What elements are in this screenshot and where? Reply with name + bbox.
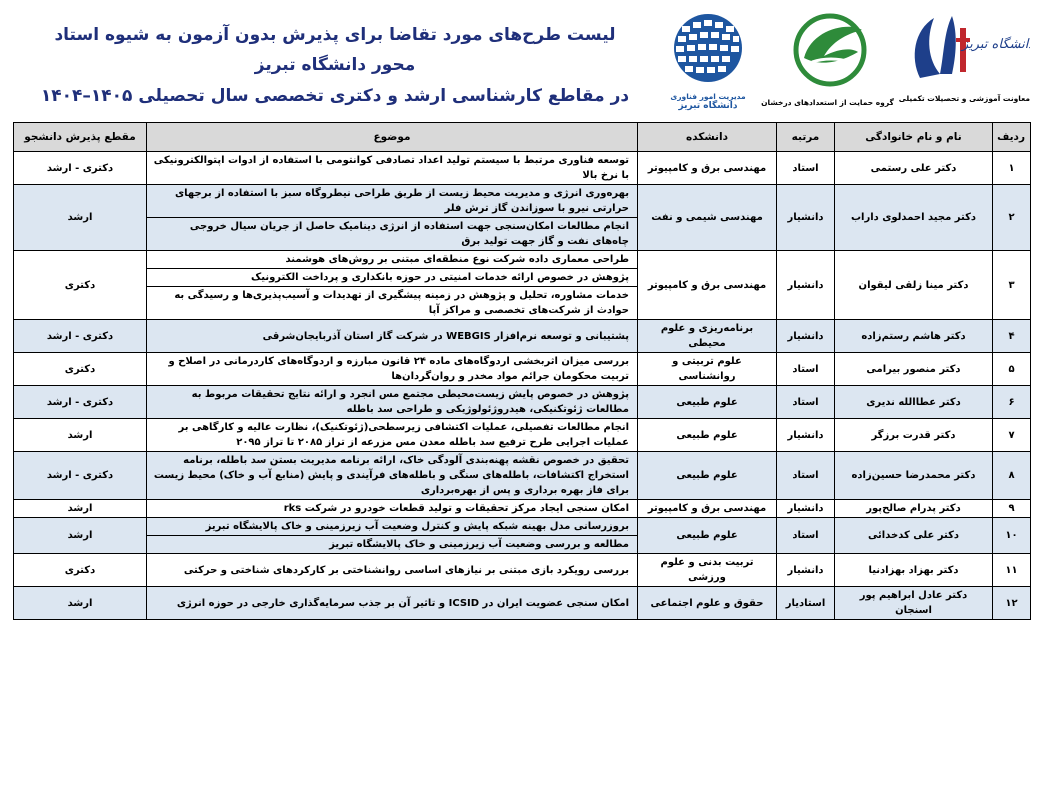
cell-faculty: حقوق و علوم اجتماعی: [638, 587, 777, 620]
cell-faculty: علوم طبیعی: [638, 419, 777, 452]
table-row: [14, 185, 1031, 218]
cell-name: دکتر علی رستمی: [835, 152, 993, 185]
cell-rank: استاد: [777, 386, 835, 419]
cell-row-number: ۷: [993, 419, 1031, 452]
cell-level: دکتری - ارشد: [14, 386, 147, 419]
cell-row-number: ۹: [993, 500, 1031, 518]
elites-logo-caption: گروه حمایت از استعدادهای درخشان: [761, 98, 894, 107]
table-body: [14, 152, 1031, 620]
cell-rank: دانشیار: [777, 320, 835, 353]
cell-row-number: ۸: [993, 452, 1031, 500]
cell-topic: خدمات مشاوره، تحلیل و پژوهش در زمینه پیشگیری از تهدیدات و آسیب‌پذیری‌ها و رسیدگی به حوادث از شرکت‌های تخصصی و مراکز آپا: [147, 287, 638, 320]
cell-rank: دانشیار: [777, 500, 835, 518]
tech-logo-caption-2: دانشگاه تبریز: [678, 101, 738, 111]
col-header-rank: مرتبه: [777, 123, 835, 152]
cell-topic: بروزرسانی مدل بهینه شبکه پایش و کنترل وضعیت آب زیرزمینی و خاک پالایشگاه تبریز: [147, 518, 638, 536]
table-row: [14, 518, 1031, 536]
cell-faculty: برنامه‌ریزی و علوم محیطی: [638, 320, 777, 353]
cell-row-number: ۲: [993, 185, 1031, 251]
cell-level: ارشد: [14, 419, 147, 452]
title-line-2: در مقاطع کارشناسی ارشد و دکتری تخصصی سال تحصیلی ۱۴۰۵–۱۴۰۴: [40, 86, 630, 106]
leaf-icon: [760, 8, 895, 94]
cell-name: دکتر علی کدخدائی: [835, 518, 993, 554]
cell-faculty: علوم طبیعی: [638, 452, 777, 500]
university-emblem-icon: [900, 8, 1030, 86]
cell-name: دکتر قدرت برزگر: [835, 419, 993, 452]
cell-faculty: مهندسی شیمی و نفت: [638, 185, 777, 251]
cell-topic: بررسی میزان اثربخشی اردوگاه‌های ماده ۲۴ قانون مبارزه و اردوگاه‌های کاردرمانی در اصلاح و تربیت محکومان جرائم مواد مخدر و روان‌گردان‌ها: [147, 353, 638, 386]
table-row: [14, 587, 1031, 620]
table-row: [14, 386, 1031, 419]
cell-row-number: ۱۱: [993, 554, 1031, 587]
cell-level: ارشد: [14, 185, 147, 251]
cell-level: دکتری: [14, 554, 147, 587]
cell-topic: انجام مطالعات تفصیلی، عملیات اکتشافی زیرسطحی(ژئوتکنیک)، نظارت عالیه و کارگاهی بر عملیات اجرایی طرح ترفیع سد باطله معدن مس مزرعه از تراز ۲۰۸۵ تا تراز ۲۰۹۵: [147, 419, 638, 452]
cell-name: دکتر مجید احمدلوی داراب: [835, 185, 993, 251]
cell-level: دکتری: [14, 251, 147, 320]
page-header: [0, 0, 1044, 118]
cell-topic: پشتیبانی و توسعه نرم‌افزار WEBGIS در شرکت گاز استان آذربایجان‌شرقی: [147, 320, 638, 353]
cell-topic: توسعه فناوری مرتبط با سیستم تولید اعداد تصادفی کوانتومی با استفاده از ادوات اپتوالکترونیکی با نرخ بالا: [147, 152, 638, 185]
tech-affairs-logo: [660, 8, 756, 110]
table-row: [14, 554, 1031, 587]
cell-rank: دانشیار: [777, 185, 835, 251]
table-row: [14, 251, 1031, 269]
cell-name: دکتر پدرام صالح‌پور: [835, 500, 993, 518]
table-row: [14, 320, 1031, 353]
university-script: دانشگاه تبریز: [961, 37, 1030, 52]
cell-faculty: مهندسی برق و کامپیوتر: [638, 251, 777, 320]
cell-level: دکتری - ارشد: [14, 320, 147, 353]
cell-rank: استاد: [777, 452, 835, 500]
table-header-row: [14, 123, 1031, 152]
cell-row-number: ۵: [993, 353, 1031, 386]
tech-logo-caption-1: مدیریت امور فناوری: [670, 92, 746, 101]
cell-topic: انجام مطالعات امکان‌سنجی جهت استفاده از انرژی دینامیک حاصل از جریان سیال خروجی چاه‌های نفت و گاز جهت تولید برق: [147, 218, 638, 251]
cell-topic: مطالعه و بررسی وضعیت آب زیرزمینی و خاک پالایشگاه تبریز: [147, 536, 638, 554]
cell-topic: بررسی رویکرد بازی مبتنی بر نیازهای اساسی روانشناختی بر کارکردهای شناختی و حرکتی: [147, 554, 638, 587]
cell-row-number: ۱۲: [993, 587, 1031, 620]
cell-rank: استادیار: [777, 587, 835, 620]
cell-topic: تحقیق در خصوص نقشه پهنه‌بندی آلودگی خاک، ارائه برنامه مدیریت بستن سد باطله، برنامه استخراج اکتشافات، باطله‌های سنگی و باطله‌های فرآیندی و پایش (منابع آب و خاک) محیط زیست برای فاز بهره برداری و پس از بهره‌برداری: [147, 452, 638, 500]
cell-rank: استاد: [777, 518, 835, 554]
cell-rank: استاد: [777, 353, 835, 386]
cell-row-number: ۶: [993, 386, 1031, 419]
cell-topic: امکان سنجی ایجاد مرکز تحقیقات و تولید قطعات خودرو در شرکت rks: [147, 500, 638, 518]
cell-topic: پژوهش در خصوص ارائه خدمات امنیتی در حوزه بانکداری و پرداخت الکترونیک: [147, 269, 638, 287]
globe-icon: [660, 8, 756, 88]
cell-row-number: ۱۰: [993, 518, 1031, 554]
cell-row-number: ۱: [993, 152, 1031, 185]
cell-faculty: مهندسی برق و کامپیوتر: [638, 152, 777, 185]
col-header-row-number: ردیف: [993, 123, 1031, 152]
cell-faculty: علوم تربیتی و روانشناسی: [638, 353, 777, 386]
table-row: [14, 452, 1031, 500]
cell-level: ارشد: [14, 587, 147, 620]
projects-table: [13, 122, 1031, 620]
cell-topic: بهره‌وری انرژی و مدیریت محیط زیست از طریق طراحی نیطروگاه سبز با استفاده از برجهای حرارتی نیرو با سوزاندن گاز ترش فلر: [147, 185, 638, 218]
col-header-name: نام و نام خانوادگی: [835, 123, 993, 152]
title-line-1: لیست طرح‌های مورد تقاضا برای پذیرش بدون آزمون به شیوه استاد محور دانشگاه تبریز: [54, 25, 616, 75]
cell-row-number: ۳: [993, 251, 1031, 320]
cell-rank: دانشیار: [777, 554, 835, 587]
col-header-faculty: دانشکده: [638, 123, 777, 152]
cell-rank: دانشیار: [777, 251, 835, 320]
cell-level: دکتری - ارشد: [14, 152, 147, 185]
cell-topic: طراحی معماری داده شرکت نوع منطقه‌ای مبتنی بر روش‌های هوشمند: [147, 251, 638, 269]
cell-name: دکتر بهزاد بهزادنیا: [835, 554, 993, 587]
cell-faculty: علوم طبیعی: [638, 518, 777, 554]
cell-name: دکتر مینا زلقی لیقوان: [835, 251, 993, 320]
cell-name: دکتر عطاالله ندیری: [835, 386, 993, 419]
cell-topic: امکان سنجی عضویت ایران در ICSID و تاثیر آن بر جذب سرمایه‌گذاری خارجی در حوزه انرژی: [147, 587, 638, 620]
col-header-level: مقطع پذیرش دانشجو: [14, 123, 147, 152]
cell-faculty: علوم طبیعی: [638, 386, 777, 419]
cell-name: دکتر منصور بیرامی: [835, 353, 993, 386]
cell-name: دکتر محمدرضا حسین‌زاده: [835, 452, 993, 500]
col-header-topic: موضوع: [147, 123, 638, 152]
cell-level: ارشد: [14, 500, 147, 518]
university-logo: [900, 8, 1030, 110]
table-row: [14, 152, 1031, 185]
university-logo-caption: معاونت آموزشی و تحصیلات تکمیلی: [898, 94, 1030, 103]
cell-level: دکتری: [14, 353, 147, 386]
cell-faculty: مهندسی برق و کامپیوتر: [638, 500, 777, 518]
cell-level: دکتری - ارشد: [14, 452, 147, 500]
cell-rank: دانشیار: [777, 419, 835, 452]
cell-topic: پژوهش در خصوص پایش زیست‌محیطی مجتمع مس انجرد و ارائه نتایج تحقیقات مربوط به مطالعات ژئوتکنیکی، هیدروژئولوژیکی و طراحی سد باطله: [147, 386, 638, 419]
cell-faculty: تربیت بدنی و علوم ورزشی: [638, 554, 777, 587]
cell-row-number: ۴: [993, 320, 1031, 353]
elites-group-logo: [760, 8, 895, 110]
table-row: [14, 353, 1031, 386]
table-row: [14, 500, 1031, 518]
table-row: [14, 419, 1031, 452]
cell-name: دکتر هاشم رستم‌زاده: [835, 320, 993, 353]
cell-name: دکتر عادل ابراهیم پور اسنجان: [835, 587, 993, 620]
page-title: [30, 20, 640, 112]
cell-level: ارشد: [14, 518, 147, 554]
cell-rank: استاد: [777, 152, 835, 185]
